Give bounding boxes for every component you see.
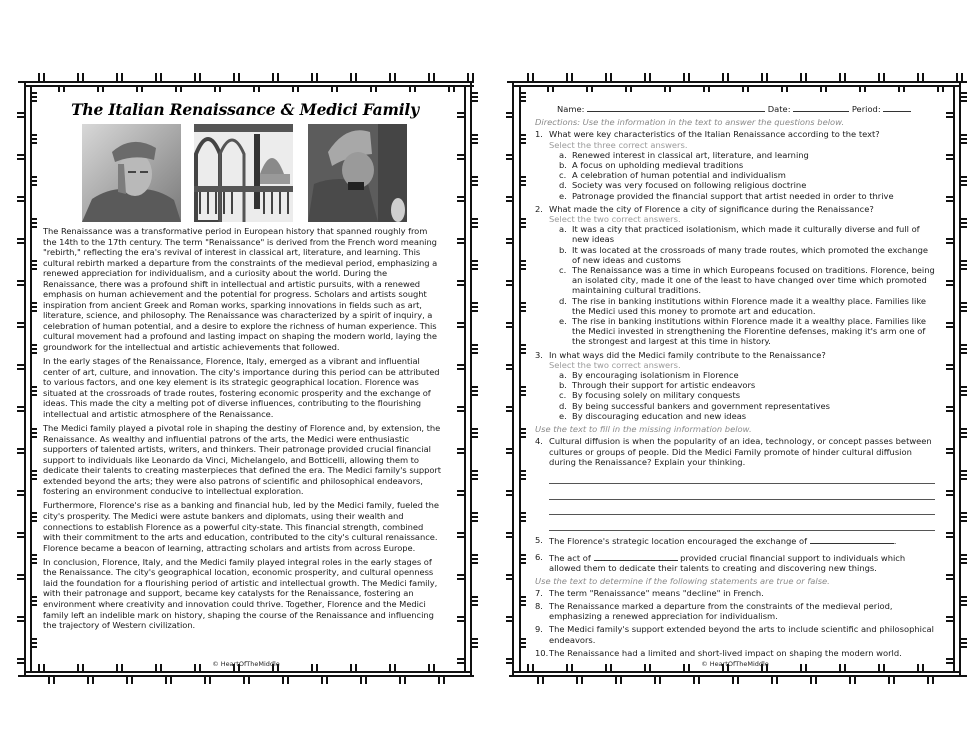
option-letter: d. — [559, 180, 567, 191]
q4-answer-area[interactable] — [535, 469, 935, 531]
answer-hint: Select the two correct answers. — [549, 359, 681, 370]
answer-option[interactable] — [549, 411, 935, 421]
passage-paragraph-5: In conclusion, Florence, Italy, and the Medici family played integral roles in the early stages of the Renaissance. The city's geographical location, economic prosperity, and cultural openness laid the foundation for a flourishing period of artistic and intellectual growth. The Medici family, with their patronage and support, became key catalysts for the Renaissance, fostering an environment where creativity and innovation could thrive. Together, Florence and the Medici family left an indelible mark on history, shaping the course of the Renaissance and influencing the trajectory of Western civilization. — [43, 556, 438, 631]
period-field[interactable] — [883, 103, 911, 112]
passage-paragraph-4: Furthermore, Florence's rise as a banking and financial hub, led by the Medici family, fueled the city's prosperity. The Medici were astute bankers and diplomats, using their wealth and connections to establish Florence as a powerful city-state. This financial strength, combined with their commitment to the arts and education, contributed to the city's cultural renaissance. Florence became a beacon of learning, attracting scholars and artists from across Europe. — [43, 500, 439, 553]
name-label: Name: — [557, 104, 585, 114]
option-text: It was located at the crossroads of many trade routes, which promoted the exchange of new ideas and customs — [572, 244, 929, 265]
border-top-inner — [24, 85, 474, 87]
option-letter: e. — [559, 316, 567, 327]
q5-blank[interactable] — [810, 535, 894, 544]
border-right-outer — [959, 81, 961, 677]
border-left-inner — [519, 85, 521, 673]
answer-option[interactable] — [549, 245, 935, 265]
q6-blank[interactable] — [594, 552, 678, 561]
answer-option[interactable] — [549, 370, 935, 380]
true-false-question-7 — [535, 588, 935, 598]
answer-option[interactable] — [549, 170, 935, 180]
date-field[interactable] — [793, 103, 849, 112]
option-text: By being successful bankers and government representatives — [572, 400, 831, 411]
name-field[interactable] — [587, 103, 765, 112]
answer-option[interactable] — [549, 180, 935, 190]
option-letter: b. — [559, 244, 567, 255]
option-letter: c. — [559, 170, 567, 181]
question-1 — [535, 129, 935, 200]
question-text-before: The Florence's strategic location encouraged the exchange of — [549, 535, 808, 546]
directions-text: Directions: Use the information in the text to answer the questions below. — [535, 117, 845, 128]
answer-option[interactable] — [549, 296, 935, 316]
answer-option[interactable] — [549, 150, 935, 160]
question-number: 6. — [535, 552, 543, 563]
border-right-inner — [953, 85, 955, 673]
option-letter: e. — [559, 190, 567, 201]
option-letter: b. — [559, 380, 567, 391]
copyright-credit: © HeartOfTheMiddle — [701, 660, 769, 668]
true-false-question-10 — [535, 648, 935, 658]
date-label: Date: — [767, 104, 791, 114]
medici-cleric-portrait-image — [308, 124, 407, 222]
student-info-bar — [535, 103, 935, 114]
renaissance-man-portrait-image — [82, 124, 181, 222]
question-2 — [535, 204, 935, 347]
passage-paragraph-1: The Renaissance was a transformative period in European history that spanned roughly from the 14th to the 17th century. The term "Renaissance" is derived from the French word meaning "rebirth," reflecting the era's revival of interest in classical art, literature, and learning. This cultural rebirth marked a departure from the constraints of the medieval period, emphasizing a renewed appreciation for individualism, and a curiosity about the world. During the Renaissance, there was a profound shift in intellectual and artistic pursuits, with a renewed emphasis on human achievement and the potential for progress. Scholars and artists sought inspiration from ancient Greek and Roman works, sparking innovations in fields such as art, literature, science, and philosophy. The Renaissance was characterized by a spirit of inquiry, a celebration of human potential, and a desire to explore the richness of human experience. This cultural movement had a profound and lasting impact on shaping the modern world, laying the groundwork for the intellectual and artistic achievements that followed. — [43, 226, 438, 353]
answer-line[interactable] — [549, 500, 935, 516]
question-text-after: . — [893, 535, 897, 546]
true-false-section — [535, 588, 935, 658]
option-text: Society was very focused on following religious doctrine — [572, 180, 807, 191]
border-top-outer — [507, 81, 967, 83]
option-letter: c. — [559, 390, 567, 401]
question-text-after: provided crucial financial support to individuals which allowed them to dedicate their talents to creating and discovering new things. — [549, 553, 906, 574]
border-top-inner — [513, 85, 961, 87]
passage-paragraph-2: In the early stages of the Renaissance, Florence, Italy, emerged as a vibrant and influential center of art, culture, and innovation. The city's importance during this period can be attributed to various factors, and one key element is its strategic geographical location. Florence was situated at the crossroads of trade routes, fostering economic prosperity and the exchange of ideas. This made the city a melting pot of diverse influences, contributing to the flourishing intellectual and artistic atmosphere of the Renaissance. — [43, 356, 440, 419]
period-label: Period: — [851, 104, 881, 114]
multiple-choice-section — [535, 129, 935, 421]
option-letter: b. — [559, 160, 567, 171]
answer-option[interactable] — [549, 265, 935, 296]
answer-line[interactable] — [549, 484, 935, 500]
option-letter: d. — [559, 295, 567, 306]
border-right-outer — [470, 81, 472, 677]
question-text: The term "Renaissance" means "decline" in French. — [549, 587, 764, 598]
question-4 — [535, 436, 935, 467]
answer-hint: Select the two correct answers. — [549, 214, 681, 225]
answer-line[interactable] — [549, 515, 935, 531]
option-text: The rise in banking institutions within Florence made it a wealthy place. Families like the Medici invested in strengthening the Florentine defenses, making it's arm one of the strongest and largest at this time in history. — [572, 316, 926, 347]
question-text: The Medici family's support extended beyond the arts to include scientific and philosophical endeavors. — [549, 624, 934, 645]
option-letter: e. — [559, 410, 567, 421]
true-false-question-8 — [535, 601, 935, 621]
worksheet-content — [535, 103, 935, 661]
page-title: The Italian Renaissance & Medici Family — [71, 100, 419, 119]
answer-option[interactable] — [549, 380, 935, 390]
question-text: In what ways did the Medici family contribute to the Renaissance? — [549, 349, 826, 360]
question-text: What were key characteristics of the Italian Renaissance according to the text? — [549, 129, 880, 140]
question-number: 7. — [535, 587, 543, 598]
true-false-question-9 — [535, 624, 935, 644]
florence-cathedral-image — [194, 124, 293, 222]
option-text: Patronage provided the financial support that artist needed in order to thrive — [572, 190, 894, 201]
option-text: By encouraging isolationism in Florence — [572, 370, 739, 381]
question-number: 8. — [535, 600, 543, 611]
question-number: 4. — [535, 436, 543, 447]
border-right-inner — [464, 85, 466, 673]
border-left-inner — [30, 85, 32, 673]
fill-in-directions: Use the text to fill in the missing information below. — [535, 424, 752, 435]
reading-passage — [43, 226, 443, 634]
option-letter: a. — [559, 224, 567, 235]
answer-option[interactable] — [549, 160, 935, 170]
question-number: 3. — [535, 349, 543, 360]
question-number: 5. — [535, 534, 543, 545]
option-letter: a. — [559, 370, 567, 381]
border-bottom-inner — [24, 671, 470, 673]
option-text: The Renaissance was a time in which Europeans focused on traditions. Florence, being an isolated city, made it one of the least to have changed over time which promoted maintaining cultural traditions. — [572, 265, 935, 296]
option-text: It was a city that practiced isolationism, which made it culturally diverse and full of new ideas — [572, 224, 920, 245]
option-letter: a. — [559, 149, 567, 160]
true-false-directions: Use the text to determine if the following statements are true or false. — [535, 575, 830, 586]
question-number: 1. — [535, 129, 543, 140]
question-6 — [535, 552, 935, 573]
question-number: 9. — [535, 624, 543, 635]
copyright-credit: © HeartOfTheMiddle — [212, 660, 280, 668]
option-text: By focusing solely on military conquests — [572, 390, 741, 401]
option-letter: c. — [559, 265, 567, 276]
question-5 — [535, 535, 935, 546]
border-bottom-inner — [513, 671, 959, 673]
answer-option[interactable] — [549, 224, 935, 244]
border-left-outer — [24, 81, 26, 677]
option-letter: d. — [559, 400, 567, 411]
question-text: What made the city of Florence a city of significance during the Renaissance? — [549, 203, 874, 214]
answer-option[interactable] — [549, 390, 935, 400]
border-left-outer — [512, 81, 514, 677]
option-text: A focus on upholding medieval traditions — [572, 160, 744, 171]
question-3 — [535, 350, 935, 421]
option-text: A celebration of human potential and individualism — [572, 170, 786, 181]
question-text-before: The act of — [549, 553, 591, 564]
option-text: Renewed interest in classical art, literature, and learning — [572, 149, 809, 160]
question-text: The Renaissance marked a departure from the constraints of the medieval period, emphasizing a renewed appreciation for individualism. — [549, 600, 893, 622]
answer-option[interactable] — [549, 316, 935, 347]
question-number: 10. — [535, 647, 549, 658]
question-number: 2. — [535, 203, 543, 214]
option-text: By discouraging education and new ideas — [572, 410, 747, 421]
answer-hint: Select the three correct answers. — [549, 139, 688, 150]
question-text: Cultural diffusion is when the popularity of an idea, technology, or concept passes between cultures or groups of people. Did the Medici Family promote of hinder cultural diffusion during the Renaissance? Explain your thinking. — [549, 436, 932, 467]
answer-line[interactable] — [549, 469, 935, 485]
option-text: The rise in banking institutions within Florence made it a wealthy place. Families like the Medici used this money to promote art and education. — [572, 295, 926, 316]
question-text: The Renaissance had a limited and short-lived impact on shaping the modern world. — [549, 647, 902, 658]
answer-option[interactable] — [549, 401, 935, 411]
answer-option[interactable] — [549, 191, 935, 201]
border-top-outer — [18, 81, 474, 83]
passage-paragraph-3: The Medici family played a pivotal role in shaping the destiny of Florence and, by extension, the Renaissance. As wealthy and influential patrons of the arts, the Medici were enthusiastic supporters of talented artists, writers, and thinkers. Their patronage provided crucial financial support to individuals like Leonardo da Vinci, Michelangelo, and Botticelli, allowing them to dedicate their talents to creating masterpieces that defined the era. The Medici family's support extended beyond the arts; they were also patrons of scientific and philosophical endeavors, fostering an environment conducive to intellectual exploration. — [43, 423, 442, 497]
option-text: Through their support for artistic endeavors — [572, 380, 756, 391]
